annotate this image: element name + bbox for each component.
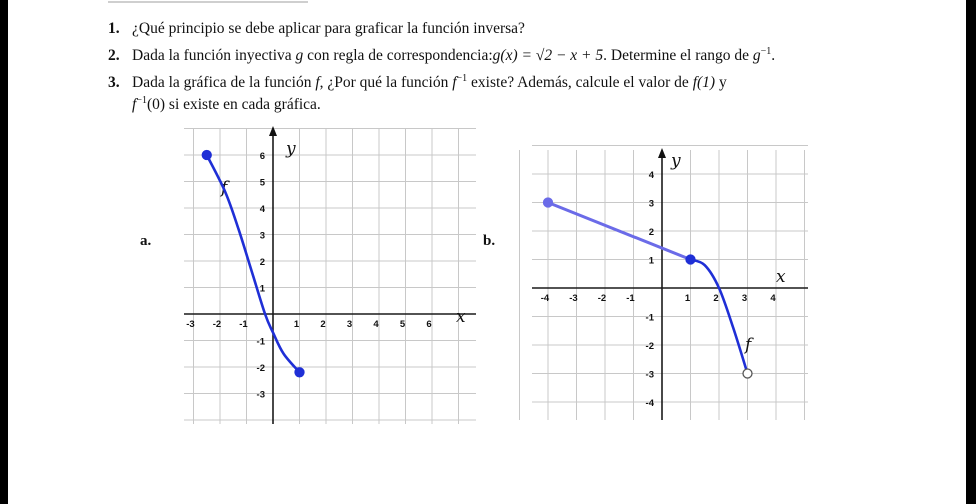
x-tick-label: -1 bbox=[626, 293, 635, 304]
function-name-label: f bbox=[221, 178, 228, 198]
x-tick-label: 1 bbox=[293, 319, 300, 330]
y-tick-label: 2 bbox=[648, 227, 654, 238]
y-tick-label: 6 bbox=[259, 151, 265, 162]
y-tick-label: 2 bbox=[259, 257, 265, 268]
y-tick-label: -1 bbox=[645, 312, 654, 324]
question-number: 3. bbox=[108, 74, 120, 91]
graph-a-plot bbox=[184, 126, 476, 424]
y-tick-label: 3 bbox=[648, 198, 654, 210]
x-tick-label: 2 bbox=[713, 293, 719, 304]
period: . bbox=[771, 47, 776, 64]
inverse-exponent: −1 bbox=[456, 72, 468, 84]
y-tick-label: 5 bbox=[259, 177, 265, 189]
y-tick-label: 4 bbox=[648, 170, 654, 181]
x-tick-label: 3 bbox=[346, 319, 353, 330]
function-symbol: f bbox=[315, 74, 320, 91]
question-text: Dada la función inyectiva bbox=[132, 47, 292, 64]
closed-point bbox=[686, 255, 695, 264]
y-tick-label: -3 bbox=[256, 389, 265, 401]
y-tick-label: -1 bbox=[256, 336, 265, 348]
y-axis-name: y bbox=[671, 151, 681, 171]
formula: f(1) bbox=[692, 74, 716, 91]
question-number: 1. bbox=[108, 20, 120, 37]
function-name-label: f bbox=[745, 335, 752, 355]
x-tick-label: 4 bbox=[770, 293, 776, 304]
graph-a-label: a. bbox=[140, 233, 152, 249]
x-tick-label: 3 bbox=[741, 293, 748, 304]
x-tick-label: -2 bbox=[212, 319, 222, 330]
inverse-symbol: g bbox=[752, 47, 761, 64]
question-text: ¿Qué principio se debe aplicar para graficar la función inversa? bbox=[132, 20, 525, 37]
graph-b-plot-grid bbox=[520, 146, 809, 421]
question-number: 2. bbox=[108, 47, 120, 64]
y-tick-label: 3 bbox=[259, 230, 265, 242]
x-tick-label: -3 bbox=[569, 293, 578, 304]
x-tick-label: 5 bbox=[399, 319, 406, 330]
open-endpoint bbox=[743, 369, 752, 378]
y-tick-label: 1 bbox=[648, 255, 654, 267]
x-tick-label: 6 bbox=[426, 319, 432, 330]
y-tick-label: -2 bbox=[256, 363, 265, 374]
x-tick-label: 2 bbox=[320, 319, 326, 330]
question-text: , ¿Por qué la función bbox=[319, 74, 449, 91]
closed-endpoint bbox=[295, 368, 304, 377]
question-text: existe? Además, calcule el valor de bbox=[471, 74, 689, 91]
inverse-exponent: −1 bbox=[760, 45, 772, 57]
inverse-symbol: f bbox=[132, 96, 137, 113]
graph-b-label: b. bbox=[483, 233, 496, 249]
closed-endpoint bbox=[544, 198, 553, 207]
graph-a bbox=[8, 0, 966, 504]
y-tick-label: -2 bbox=[645, 341, 654, 352]
x-tick-label: -4 bbox=[540, 293, 550, 304]
question-text: si existe en cada gráfica. bbox=[168, 96, 321, 113]
inverse-exponent: −1 bbox=[136, 94, 147, 106]
question-text: Dada la gráfica de la función bbox=[132, 74, 312, 91]
x-axis-name: x bbox=[776, 267, 786, 287]
x-axis-name: x bbox=[456, 307, 466, 327]
y-tick-label: -4 bbox=[645, 398, 654, 409]
y-tick-label: -3 bbox=[645, 369, 654, 381]
x-tick-label: 1 bbox=[684, 293, 691, 304]
formula: g(x) = √2 − x + 5 bbox=[492, 47, 604, 64]
question-text: . Determine el rango de bbox=[603, 47, 750, 64]
x-tick-label: -2 bbox=[597, 293, 607, 304]
y-axis-arrow bbox=[269, 126, 277, 136]
closed-endpoint bbox=[202, 151, 211, 160]
y-axis-arrow bbox=[658, 148, 666, 158]
x-tick-label: 4 bbox=[373, 319, 379, 330]
x-tick-label: -1 bbox=[239, 319, 248, 330]
y-tick-label: 1 bbox=[259, 283, 265, 295]
graph-b-plot bbox=[520, 146, 809, 421]
question-text: con regla de correspondencia: bbox=[307, 47, 493, 64]
inverse-symbol: f bbox=[452, 74, 457, 91]
x-tick-label: -3 bbox=[186, 319, 195, 330]
graph-a-plot-grid bbox=[184, 128, 476, 424]
y-tick-label: 4 bbox=[259, 204, 265, 215]
conjunction: y bbox=[718, 74, 727, 91]
document-page bbox=[8, 0, 966, 504]
function-symbol: g bbox=[295, 47, 304, 64]
y-axis-name: y bbox=[286, 139, 296, 159]
formula: (0) bbox=[146, 96, 166, 113]
